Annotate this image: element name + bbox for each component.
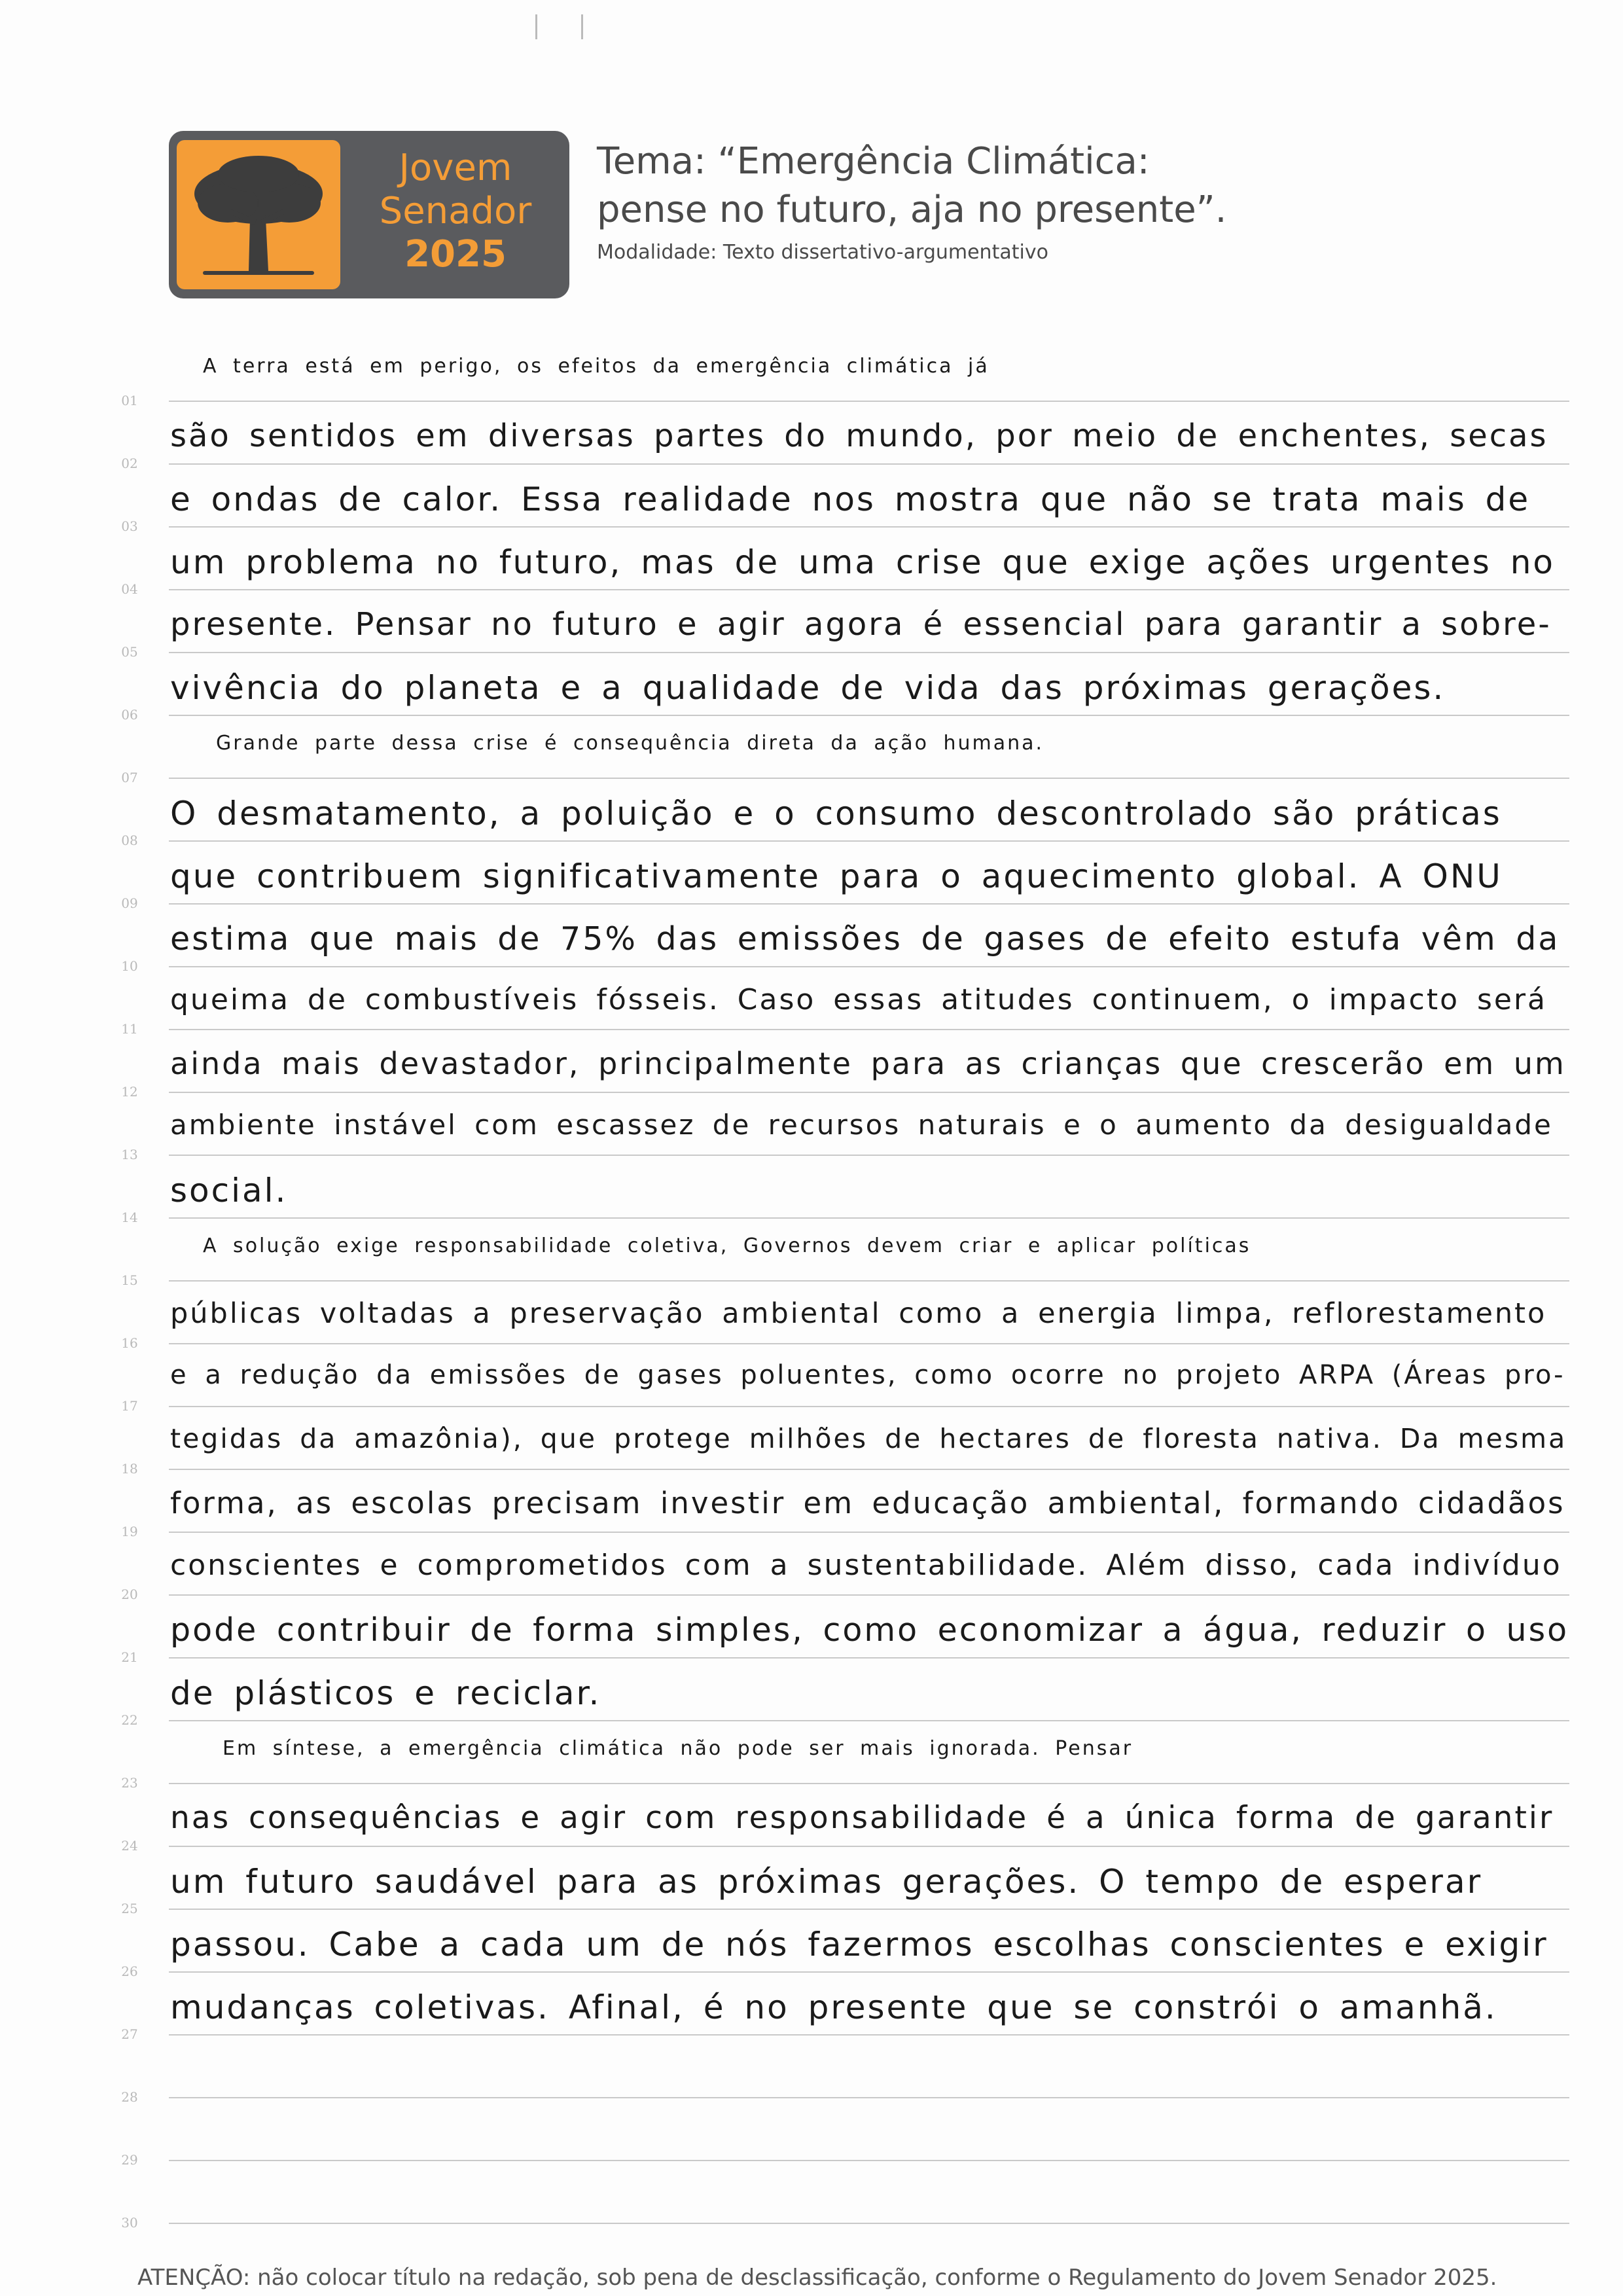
ruled-line (169, 1783, 1569, 1784)
essay-line: um futuro saudável para as próximas gerações. O tempo de esperar (170, 1863, 1483, 1901)
logo-line2: Senador (379, 190, 532, 232)
ruled-line (169, 401, 1569, 402)
essay-line: pode contribuir de forma simples, como economizar a água, reduzir o uso (170, 1611, 1569, 1649)
line-number: 07 (121, 770, 138, 785)
essay-line: passou. Cabe a cada um de nós fazermos escolhas conscientes e exigir (170, 1926, 1548, 1964)
line-number: 28 (121, 2089, 138, 2105)
ruled-line (169, 2160, 1569, 2161)
essay-line: estima que mais de 75% das emissões de gases de efeito estufa vêm da (170, 920, 1560, 958)
footer-notice: ATENÇÃO: não colocar título na redação, sob pena de desclassificação, conforme o Regulamento do Jovem Senador 2025. (137, 2265, 1497, 2291)
ruled-line (169, 1909, 1569, 1910)
line-number: 19 (121, 1524, 138, 1539)
logo-line1: Jovem (399, 147, 512, 189)
ruled-line (169, 1029, 1569, 1030)
essay-line: social. (170, 1172, 288, 1210)
ruled-line (169, 652, 1569, 653)
essay-line: forma, as escolas precisam investir em educação ambiental, formando cidadãos (170, 1486, 1565, 1520)
essay-line: conscientes e comprometidos com a sustentabilidade. Além disso, cada indivíduo (170, 1549, 1562, 1582)
essay-line: O desmatamento, a poluição e o consumo descontrolado são práticas (170, 795, 1502, 833)
line-number: 14 (121, 1210, 138, 1225)
essay-line: um problema no futuro, mas de uma crise que exige ações urgentes no (170, 543, 1555, 581)
line-number: 04 (121, 581, 138, 597)
line-number: 16 (121, 1335, 138, 1351)
essay-line: A solução exige responsabilidade coletiva, Governos devem criar e aplicar políticas (203, 1234, 1251, 1257)
ruled-line (169, 1846, 1569, 1847)
essay-line: e a redução da emissões de gases poluentes, como ocorre no projeto ARPA (Áreas pro- (170, 1360, 1565, 1390)
ruled-line (169, 1092, 1569, 1093)
ruled-line (169, 1280, 1569, 1282)
essay-line: presente. Pensar no futuro e agir agora é essencial para garantir a sobre- (170, 606, 1552, 643)
essay-line: nas consequências e agir com responsabilidade é a única forma de garantir (170, 1800, 1554, 1836)
ruled-line (169, 1594, 1569, 1596)
essay-line: são sentidos em diversas partes do mundo, por meio de enchentes, secas (170, 418, 1548, 454)
ruled-line (169, 778, 1569, 779)
line-number: 24 (121, 1838, 138, 1854)
line-number: 20 (121, 1587, 138, 1602)
line-number: 11 (121, 1021, 138, 1037)
essay-line: vivência do planeta e a qualidade de vida das próximas gerações. (170, 669, 1446, 707)
ruled-line (169, 903, 1569, 905)
modality-label: Modalidade: Texto dissertativo-argumentativo (597, 241, 1048, 264)
essay-line: públicas voltadas a preservação ambiental como a energia limpa, reflorestamento (170, 1297, 1547, 1330)
line-number: 05 (121, 644, 138, 660)
essay-line: de plásticos e reciclar. (170, 1674, 601, 1712)
line-number: 15 (121, 1272, 138, 1288)
ruled-line (169, 2034, 1569, 2036)
ruled-line (169, 526, 1569, 528)
line-number: 10 (121, 958, 138, 974)
logo-year: 2025 (404, 233, 507, 276)
line-number: 08 (121, 833, 138, 848)
line-number: 22 (121, 1712, 138, 1728)
theme-title-line2: pense no futuro, aja no presente”. (597, 188, 1227, 231)
ruled-line (169, 1406, 1569, 1407)
ruled-line (169, 1720, 1569, 1721)
ruled-line (169, 2097, 1569, 2098)
line-number: 09 (121, 895, 138, 911)
ruled-line (169, 463, 1569, 465)
essay-line: queima de combustíveis fósseis. Caso essas atitudes continuem, o impacto será (170, 983, 1548, 1016)
essay-line: ambiente instável com escassez de recursos naturais e o aumento da desigualdade (170, 1109, 1553, 1141)
line-number: 21 (121, 1649, 138, 1665)
essay-line: Grande parte dessa crise é consequência direta da ação humana. (216, 732, 1044, 755)
essay-line: A terra está em perigo, os efeitos da emergência climática já (203, 355, 990, 378)
line-number: 30 (121, 2215, 138, 2231)
essay-line: tegidas da amazônia), que protege milhões de hectares de floresta nativa. Da mesma (170, 1423, 1567, 1454)
ruled-line (169, 1971, 1569, 1973)
line-number: 29 (121, 2152, 138, 2168)
line-number: 02 (121, 456, 138, 471)
essay-line: e ondas de calor. Essa realidade nos mostra que não se trata mais de (170, 480, 1531, 518)
line-number: 12 (121, 1084, 138, 1100)
line-number: 25 (121, 1901, 138, 1916)
line-number: 17 (121, 1398, 138, 1414)
ruled-line (169, 1155, 1569, 1156)
ruled-line (169, 1343, 1569, 1344)
line-number: 23 (121, 1775, 138, 1791)
theme-title-line1: Tema: “Emergência Climática: (597, 140, 1150, 183)
ruled-line (169, 1217, 1569, 1219)
ruled-line (169, 1469, 1569, 1470)
line-number: 01 (121, 393, 138, 408)
essay-line: ainda mais devastador, principalmente para as crianças que crescerão em um (170, 1046, 1566, 1081)
ruled-line (169, 715, 1569, 716)
ruled-line (169, 840, 1569, 842)
ruled-line (169, 1657, 1569, 1659)
essay-line: que contribuem significativamente para o aquecimento global. A ONU (170, 857, 1503, 895)
line-number: 06 (121, 707, 138, 723)
line-number: 18 (121, 1461, 138, 1477)
line-number: 26 (121, 1964, 138, 1979)
line-number: 03 (121, 518, 138, 534)
ruled-line (169, 966, 1569, 967)
essay-line: mudanças coletivas. Afinal, é no presente que se constrói o amanhã. (170, 1988, 1497, 2026)
essay-line: Em síntese, a emergência climática não pode ser mais ignorada. Pensar (223, 1737, 1133, 1760)
ruled-line (169, 2223, 1569, 2224)
line-number: 13 (121, 1147, 138, 1162)
ruled-line (169, 589, 1569, 590)
line-number: 27 (121, 2026, 138, 2042)
ruled-line (169, 1532, 1569, 1533)
